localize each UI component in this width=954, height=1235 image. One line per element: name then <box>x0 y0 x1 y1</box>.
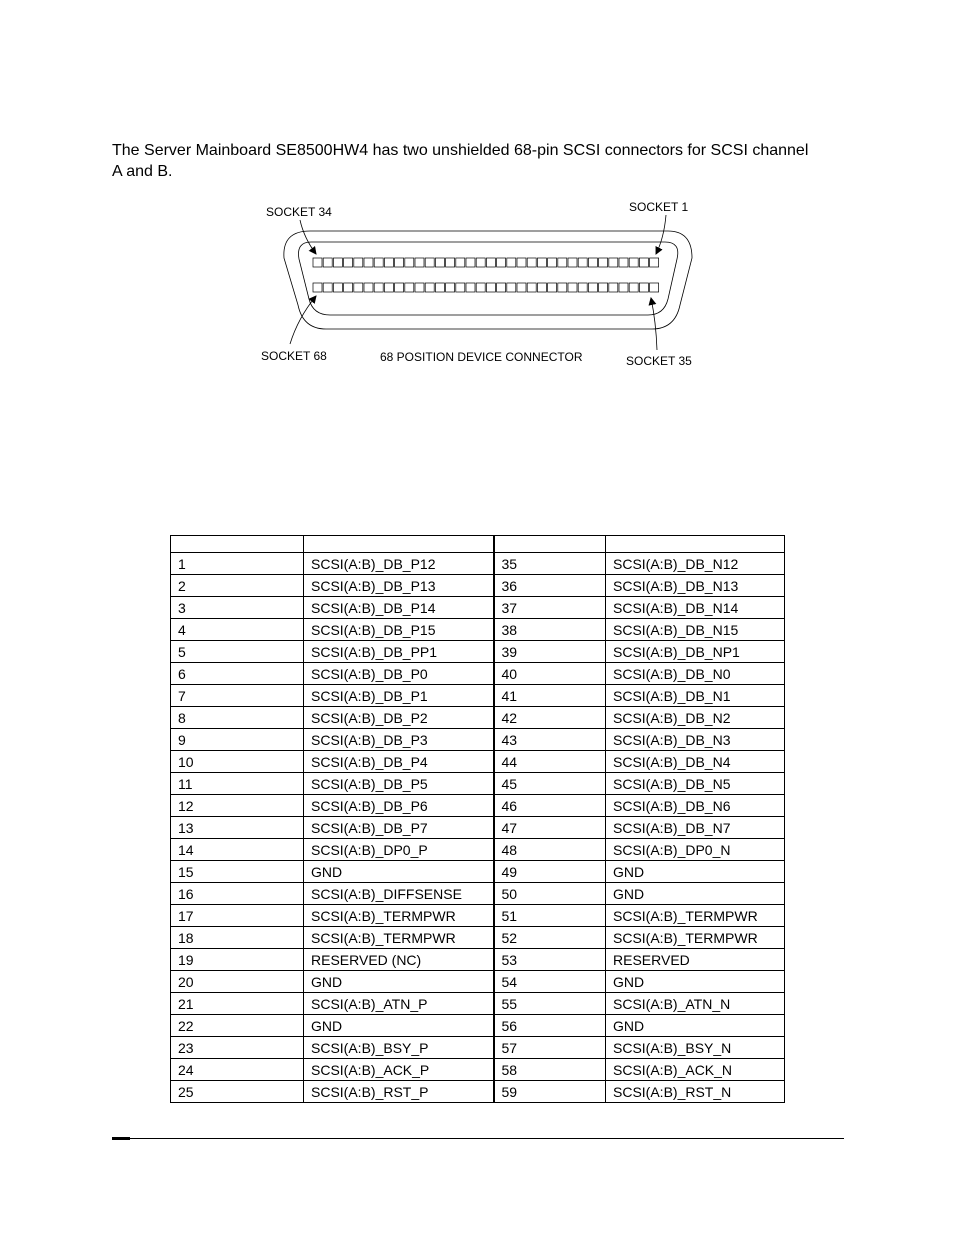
pin-socket <box>446 283 455 292</box>
pin-socket <box>405 283 414 292</box>
table-row <box>171 1059 785 1081</box>
signal-name-cell: SCSI(A:B)_DB_N1 <box>606 685 785 707</box>
pin-number-cell: 23 <box>171 1037 304 1059</box>
pin-socket <box>578 283 587 292</box>
pinout-table <box>170 535 785 1103</box>
socket68-arrow <box>290 296 316 344</box>
pin-socket <box>588 258 597 267</box>
pin-number-cell: 55 <box>494 993 606 1015</box>
pin-socket <box>466 258 475 267</box>
pin-number-cell: 21 <box>171 993 304 1015</box>
signal-name-cell: SCSI(A:B)_BSY_P <box>304 1037 494 1059</box>
signal-name-cell: SCSI(A:B)_DB_P5 <box>304 773 494 795</box>
pin-socket <box>435 258 444 267</box>
signal-name-cell: GND <box>606 1015 785 1037</box>
connector-inner-body <box>299 242 678 315</box>
signal-name-cell: SCSI(A:B)_TERMPWR <box>304 905 494 927</box>
table-row <box>171 773 785 795</box>
table-row <box>171 553 785 575</box>
pin-number-cell: 20 <box>171 971 304 993</box>
pin-socket <box>415 258 424 267</box>
pin-socket <box>517 283 526 292</box>
signal-name-cell: GND <box>606 971 785 993</box>
signal-name-cell: SCSI(A:B)_ATN_N <box>606 993 785 1015</box>
header-cell <box>171 536 304 553</box>
pin-number-cell: 47 <box>494 817 606 839</box>
signal-name-cell: SCSI(A:B)_DB_P13 <box>304 575 494 597</box>
signal-name-cell: SCSI(A:B)_DB_P0 <box>304 663 494 685</box>
header-cell <box>304 536 494 553</box>
pin-socket <box>619 258 628 267</box>
table-row <box>171 817 785 839</box>
signal-name-cell: RESERVED (NC) <box>304 949 494 971</box>
pin-number-cell: 40 <box>494 663 606 685</box>
pin-socket <box>476 258 485 267</box>
pinout-table-body <box>171 536 785 1103</box>
signal-name-cell: SCSI(A:B)_RST_N <box>606 1081 785 1103</box>
pin-number-cell: 17 <box>171 905 304 927</box>
pin-socket <box>333 258 342 267</box>
socket35-arrow <box>651 298 657 350</box>
pin-number-cell: 51 <box>494 905 606 927</box>
pin-socket <box>456 283 465 292</box>
pin-socket <box>384 283 393 292</box>
pin-number-cell: 59 <box>494 1081 606 1103</box>
table-row <box>171 663 785 685</box>
pin-socket <box>313 258 322 267</box>
table-row <box>171 795 785 817</box>
pin-socket <box>344 258 353 267</box>
pin-socket <box>639 283 648 292</box>
signal-name-cell: SCSI(A:B)_DB_N0 <box>606 663 785 685</box>
socket1-label: SOCKET 1 <box>629 200 689 214</box>
signal-name-cell: SCSI(A:B)_DB_N4 <box>606 751 785 773</box>
pin-number-cell: 12 <box>171 795 304 817</box>
pin-number-cell: 36 <box>494 575 606 597</box>
connector-caption: 68 POSITION DEVICE CONNECTOR <box>380 350 583 364</box>
signal-name-cell: SCSI(A:B)_DB_N7 <box>606 817 785 839</box>
signal-name-cell: SCSI(A:B)_DB_N13 <box>606 575 785 597</box>
pin-number-cell: 3 <box>171 597 304 619</box>
pin-socket <box>497 283 506 292</box>
pin-socket <box>323 258 332 267</box>
pin-number-cell: 2 <box>171 575 304 597</box>
pin-socket <box>599 258 608 267</box>
pin-socket <box>558 258 567 267</box>
table-header-row <box>171 536 785 553</box>
pin-socket <box>364 283 373 292</box>
pin-number-cell: 8 <box>171 707 304 729</box>
signal-name-cell: SCSI(A:B)_ACK_P <box>304 1059 494 1081</box>
signal-name-cell: SCSI(A:B)_DB_P4 <box>304 751 494 773</box>
table-row <box>171 1015 785 1037</box>
pin-socket <box>558 283 567 292</box>
table-row <box>171 1081 785 1103</box>
pin-socket <box>486 258 495 267</box>
table-row <box>171 685 785 707</box>
pin-socket <box>619 283 628 292</box>
table-row <box>171 993 785 1015</box>
table-row <box>171 1037 785 1059</box>
pin-number-cell: 48 <box>494 839 606 861</box>
footer-rule <box>112 1138 844 1139</box>
signal-name-cell: SCSI(A:B)_DB_N5 <box>606 773 785 795</box>
pin-socket <box>599 283 608 292</box>
table-row <box>171 619 785 641</box>
signal-name-cell: SCSI(A:B)_TERMPWR <box>304 927 494 949</box>
header-cell <box>494 536 606 553</box>
pin-socket <box>446 258 455 267</box>
pin-number-cell: 15 <box>171 861 304 883</box>
pin-number-cell: 4 <box>171 619 304 641</box>
table-row <box>171 751 785 773</box>
pin-socket <box>548 258 557 267</box>
socket34-arrow <box>300 220 316 254</box>
socket35-label: SOCKET 35 <box>626 354 692 368</box>
signal-name-cell: SCSI(A:B)_DB_P14 <box>304 597 494 619</box>
pin-socket <box>568 258 577 267</box>
pin-socket <box>313 283 322 292</box>
pin-socket <box>384 258 393 267</box>
signal-name-cell: SCSI(A:B)_RST_P <box>304 1081 494 1103</box>
pin-socket <box>425 258 434 267</box>
signal-name-cell: SCSI(A:B)_DB_N2 <box>606 707 785 729</box>
signal-name-cell: SCSI(A:B)_DB_P3 <box>304 729 494 751</box>
pin-row-top <box>313 258 659 267</box>
scsi-connector-diagram <box>0 0 954 400</box>
signal-name-cell: SCSI(A:B)_DB_P12 <box>304 553 494 575</box>
pin-socket <box>517 258 526 267</box>
signal-name-cell: SCSI(A:B)_DIFFSENSE <box>304 883 494 905</box>
pin-number-cell: 38 <box>494 619 606 641</box>
pin-socket <box>486 283 495 292</box>
signal-name-cell: GND <box>606 861 785 883</box>
pin-socket <box>425 283 434 292</box>
pin-socket <box>344 283 353 292</box>
pin-number-cell: 56 <box>494 1015 606 1037</box>
pin-number-cell: 5 <box>171 641 304 663</box>
pin-number-cell: 24 <box>171 1059 304 1081</box>
pin-number-cell: 54 <box>494 971 606 993</box>
signal-name-cell: SCSI(A:B)_DB_N14 <box>606 597 785 619</box>
table-row <box>171 707 785 729</box>
pin-socket <box>374 283 383 292</box>
pin-socket <box>527 258 536 267</box>
pin-socket <box>537 283 546 292</box>
pin-number-cell: 11 <box>171 773 304 795</box>
pin-socket <box>609 283 618 292</box>
pin-number-cell: 58 <box>494 1059 606 1081</box>
pin-number-cell: 49 <box>494 861 606 883</box>
pin-number-cell: 9 <box>171 729 304 751</box>
table-row <box>171 949 785 971</box>
pin-socket <box>476 283 485 292</box>
pin-socket <box>415 283 424 292</box>
pin-number-cell: 42 <box>494 707 606 729</box>
pin-socket <box>354 258 363 267</box>
signal-name-cell: SCSI(A:B)_DP0_N <box>606 839 785 861</box>
signal-name-cell: GND <box>606 883 785 905</box>
signal-name-cell: SCSI(A:B)_DB_N15 <box>606 619 785 641</box>
pin-socket <box>323 283 332 292</box>
pin-number-cell: 41 <box>494 685 606 707</box>
pin-number-cell: 1 <box>171 553 304 575</box>
signal-name-cell: SCSI(A:B)_DB_NP1 <box>606 641 785 663</box>
pin-number-cell: 50 <box>494 883 606 905</box>
table-row <box>171 597 785 619</box>
pin-number-cell: 39 <box>494 641 606 663</box>
pin-socket <box>527 283 536 292</box>
signal-name-cell: SCSI(A:B)_DB_PP1 <box>304 641 494 663</box>
intro-paragraph: The Server Mainboard SE8500HW4 has two unshielded 68-pin SCSI connectors for SCSI channel A and B. <box>112 142 809 180</box>
pin-number-cell: 52 <box>494 927 606 949</box>
signal-name-cell: SCSI(A:B)_ACK_N <box>606 1059 785 1081</box>
signal-name-cell: SCSI(A:B)_ATN_P <box>304 993 494 1015</box>
pin-socket <box>548 283 557 292</box>
pin-number-cell: 35 <box>494 553 606 575</box>
pin-number-cell: 53 <box>494 949 606 971</box>
signal-name-cell: SCSI(A:B)_BSY_N <box>606 1037 785 1059</box>
signal-name-cell: SCSI(A:B)_DB_N12 <box>606 553 785 575</box>
pin-socket <box>497 258 506 267</box>
pin-socket <box>568 283 577 292</box>
pin-number-cell: 6 <box>171 663 304 685</box>
socket68-label: SOCKET 68 <box>261 349 327 363</box>
signal-name-cell: GND <box>304 971 494 993</box>
socket1-arrow <box>656 215 666 254</box>
pin-socket <box>333 283 342 292</box>
signal-name-cell: SCSI(A:B)_DB_P2 <box>304 707 494 729</box>
pin-socket <box>456 258 465 267</box>
signal-name-cell: SCSI(A:B)_DB_P7 <box>304 817 494 839</box>
header-cell <box>606 536 785 553</box>
pin-number-cell: 37 <box>494 597 606 619</box>
pin-row-bottom <box>313 283 659 292</box>
pin-number-cell: 25 <box>171 1081 304 1103</box>
pin-socket <box>507 283 516 292</box>
pin-number-cell: 46 <box>494 795 606 817</box>
pin-number-cell: 13 <box>171 817 304 839</box>
pin-socket <box>629 258 638 267</box>
pin-socket <box>650 258 659 267</box>
pin-socket <box>650 283 659 292</box>
pin-number-cell: 19 <box>171 949 304 971</box>
table-row <box>171 883 785 905</box>
pin-socket <box>435 283 444 292</box>
connector-outer-shell <box>284 231 692 329</box>
signal-name-cell: GND <box>304 861 494 883</box>
signal-name-cell: GND <box>304 1015 494 1037</box>
pin-number-cell: 43 <box>494 729 606 751</box>
pin-socket <box>395 258 404 267</box>
pin-socket <box>507 258 516 267</box>
table-row <box>171 905 785 927</box>
signal-name-cell: SCSI(A:B)_DB_N6 <box>606 795 785 817</box>
pin-socket <box>374 258 383 267</box>
table-row <box>171 641 785 663</box>
pin-number-cell: 10 <box>171 751 304 773</box>
pin-socket <box>629 283 638 292</box>
pin-socket <box>354 283 363 292</box>
pin-socket <box>588 283 597 292</box>
signal-name-cell: SCSI(A:B)_TERMPWR <box>606 927 785 949</box>
pin-number-cell: 14 <box>171 839 304 861</box>
signal-name-cell: RESERVED <box>606 949 785 971</box>
pin-number-cell: 18 <box>171 927 304 949</box>
table-row <box>171 575 785 597</box>
signal-name-cell: SCSI(A:B)_DP0_P <box>304 839 494 861</box>
table-row <box>171 729 785 751</box>
pin-socket <box>609 258 618 267</box>
pin-socket <box>395 283 404 292</box>
pin-number-cell: 16 <box>171 883 304 905</box>
pin-number-cell: 22 <box>171 1015 304 1037</box>
table-row <box>171 927 785 949</box>
socket34-label: SOCKET 34 <box>266 205 332 219</box>
pin-socket <box>364 258 373 267</box>
signal-name-cell: SCSI(A:B)_TERMPWR <box>606 905 785 927</box>
signal-name-cell: SCSI(A:B)_DB_P15 <box>304 619 494 641</box>
pin-number-cell: 45 <box>494 773 606 795</box>
pin-socket <box>537 258 546 267</box>
table-row <box>171 861 785 883</box>
pin-socket <box>466 283 475 292</box>
pin-number-cell: 44 <box>494 751 606 773</box>
table-row <box>171 971 785 993</box>
signal-name-cell: SCSI(A:B)_DB_P1 <box>304 685 494 707</box>
table-row <box>171 839 785 861</box>
signal-name-cell: SCSI(A:B)_DB_P6 <box>304 795 494 817</box>
pin-number-cell: 57 <box>494 1037 606 1059</box>
pin-socket <box>578 258 587 267</box>
pin-socket <box>405 258 414 267</box>
signal-name-cell: SCSI(A:B)_DB_N3 <box>606 729 785 751</box>
pin-number-cell: 7 <box>171 685 304 707</box>
pin-socket <box>639 258 648 267</box>
